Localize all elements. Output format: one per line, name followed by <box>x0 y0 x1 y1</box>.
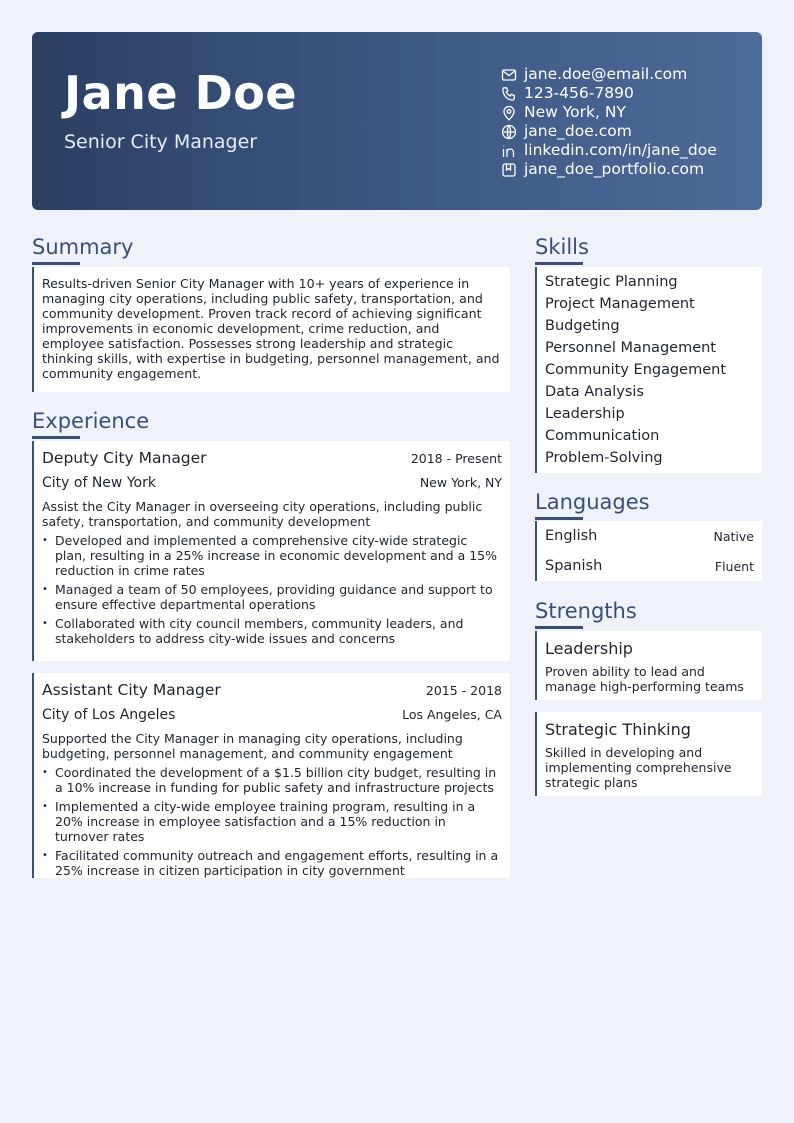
contact-website[interactable] <box>501 122 756 141</box>
achievement-item: • Managed a team of 50 employees, providing guidance and support to ensure effective departmental operations <box>55 582 502 612</box>
summary-heading <box>32 234 133 260</box>
mail-icon <box>501 67 517 83</box>
strength-title: Strategic Thinking <box>545 720 691 739</box>
strength-title: Leadership <box>545 639 633 658</box>
resume-header <box>32 32 762 210</box>
skill-item: Budgeting <box>545 318 620 334</box>
language-entry <box>535 521 762 551</box>
contact-email[interactable] <box>501 65 756 84</box>
job-achievements <box>42 533 502 646</box>
job-company-row <box>42 707 502 723</box>
language-name: English <box>545 528 598 544</box>
skills-heading <box>535 234 589 260</box>
contact-text: New York, NY <box>524 103 626 121</box>
contact-text: 123-456-7890 <box>524 84 634 102</box>
contact-list <box>501 65 756 179</box>
location-icon <box>501 105 517 121</box>
job-company-row <box>42 475 502 491</box>
job-entry <box>32 673 510 878</box>
skill-item: Communication <box>545 428 660 444</box>
skill-item: Data Analysis <box>545 384 644 400</box>
skills-list <box>537 267 762 473</box>
job-title: Assistant City Manager <box>42 681 221 699</box>
skill-item: Strategic Planning <box>545 274 678 290</box>
job-title: Deputy City Manager <box>42 449 207 467</box>
portfolio-icon <box>501 162 517 178</box>
contact-linkedin[interactable] <box>501 141 756 160</box>
job-dates: 2015 - 2018 <box>425 683 502 698</box>
languages-heading-text: Languages <box>535 490 650 514</box>
strength-card <box>535 712 762 796</box>
contact-text: linkedin.com/in/jane_doe <box>524 141 717 159</box>
summary-heading-text: Summary <box>32 235 134 259</box>
contact-text: jane_doe_portfolio.com <box>524 160 705 178</box>
language-name: Spanish <box>545 558 603 574</box>
heading-underline <box>535 626 583 629</box>
achievement-item: • Developed and implemented a comprehensive city-wide strategic plan, resulting in a 25% increase in economic development and a 15% reduction in crime rates <box>55 533 502 578</box>
strength-card <box>535 631 762 700</box>
heading-underline <box>535 517 583 520</box>
job-company: City of New York <box>42 475 156 491</box>
language-row <box>537 551 762 581</box>
language-entry <box>535 551 762 581</box>
linkedin-icon <box>501 143 517 159</box>
languages-heading <box>535 489 650 515</box>
language-level: Fluent <box>714 558 754 574</box>
language-level: Native <box>713 528 754 544</box>
contact-phone[interactable] <box>501 84 756 103</box>
skill-item: Problem-Solving <box>545 450 663 466</box>
strengths-heading <box>535 598 637 624</box>
job-description: Supported the City Manager in managing city operations, including budgeting, personnel management, and community engagement <box>42 731 463 761</box>
job-description: Assist the City Manager in overseeing city operations, including public safety, transportation, and community development <box>42 499 483 529</box>
job-dates: 2018 - Present <box>410 451 502 466</box>
experience-heading-text: Experience <box>32 409 150 433</box>
experience-heading <box>32 408 149 434</box>
strength-description: Proven ability to lead and manage high-performing teams <box>545 664 744 694</box>
globe-icon <box>501 124 517 140</box>
skills-heading-text: Skills <box>535 235 589 259</box>
summary-text: Results-driven Senior City Manager with 10+ years of experience in managing city operations, including public safety, transportation, and community development. Proven track record of achieving significant improvements in economic development, crime reduction, and employee satisfaction. Possesses strong leadership and strategic thinking skills, with expertise in budgeting, personnel management, and community engagement. <box>42 276 500 381</box>
achievement-item: • Facilitated community outreach and engagement efforts, resulting in a 25% increase in citizen participation in city government <box>55 848 502 878</box>
strengths-heading-text: Strengths <box>535 599 637 623</box>
skill-item: Personnel Management <box>545 340 716 356</box>
contact-text: jane_doe.com <box>524 122 632 140</box>
job-location: Los Angeles, CA <box>402 707 502 722</box>
job-entry <box>32 441 510 661</box>
achievement-item: • Coordinated the development of a $1.5 billion city budget, resulting in a 10% increase in funding for public safety and infrastructure projects <box>55 765 502 795</box>
job-header-row <box>42 681 502 699</box>
contact-portfolio[interactable] <box>501 160 756 179</box>
job-achievements <box>42 765 502 878</box>
contact-text: jane.doe@email.com <box>524 65 688 83</box>
language-row <box>537 521 762 551</box>
job-company: City of Los Angeles <box>42 707 176 723</box>
achievement-item: • Implemented a city-wide employee training program, resulting in a 20% increase in employee satisfaction and a 15% reduction in turnover rates <box>55 799 502 844</box>
skill-item: Community Engagement <box>545 362 727 378</box>
job-header-row <box>42 449 502 467</box>
contact-location <box>501 103 756 122</box>
phone-icon <box>501 86 517 102</box>
candidate-title: Senior City Manager <box>64 131 258 153</box>
heading-underline <box>32 262 80 265</box>
candidate-name: Jane Doe <box>64 66 298 120</box>
job-location: New York, NY <box>419 475 502 490</box>
skill-item: Project Management <box>545 296 695 312</box>
achievement-item: • Collaborated with city council members, community leaders, and stakeholders to address city-wide issues and concerns <box>55 616 502 646</box>
skill-item: Leadership <box>545 406 625 422</box>
strength-description: Skilled in developing and implementing comprehensive strategic plans <box>545 745 732 790</box>
summary-card <box>32 267 510 392</box>
skills-card <box>535 267 762 473</box>
heading-underline <box>32 436 80 439</box>
heading-underline <box>535 262 583 265</box>
